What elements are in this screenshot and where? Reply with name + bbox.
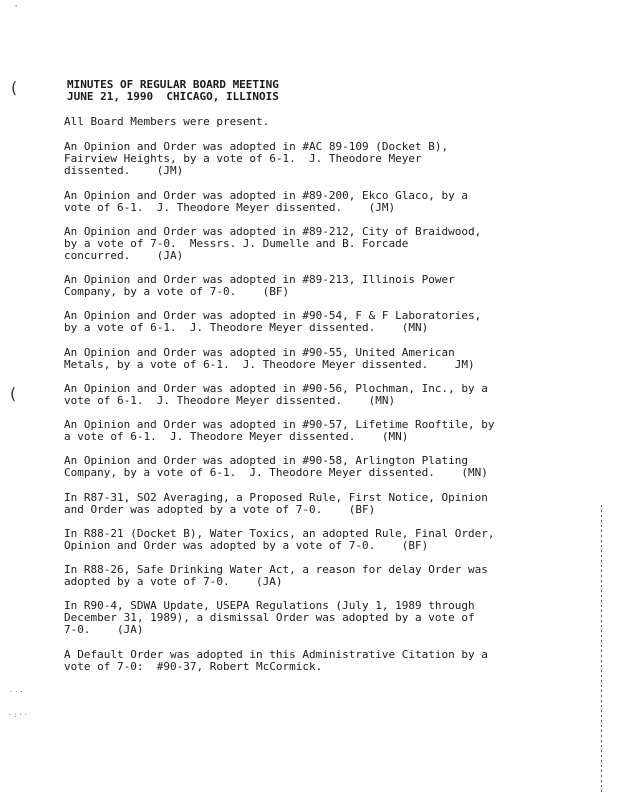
paragraph-line: An Opinion and Order was adopted in #AC 89-109 (Docket B), <box>64 140 449 153</box>
minutes-paragraph <box>64 274 455 298</box>
paragraph-line: vote of 6-1. J. Theodore Meyer dissented. (JM) <box>64 201 396 214</box>
paragraph-line: In R88-26, Safe Drinking Water Act, a reason for delay Order was <box>64 563 488 576</box>
page-edge-line <box>601 505 602 795</box>
paragraph-line: by a vote of 6-1. J. Theodore Meyer dissented. (MN) <box>64 321 429 334</box>
paragraph-line: December 31, 1989), a dismissal Order was adopted by a vote of <box>64 611 475 624</box>
minutes-paragraph <box>64 116 269 128</box>
minutes-paragraph <box>64 492 488 516</box>
paragraph-line: An Opinion and Order was adopted in #89-200, Ekco Glaco, by a <box>64 189 468 202</box>
minutes-paragraph <box>64 226 481 262</box>
minutes-paragraph <box>64 528 494 552</box>
punch-hole-mark: ( <box>8 384 18 403</box>
paragraph-line: An Opinion and Order was adopted in #90-54, F & F Laboratories, <box>64 309 482 322</box>
paragraph-line: All Board Members were present. <box>64 115 270 128</box>
paragraph-line: In R88-21 (Docket B), Water Toxics, an adopted Rule, Final Order, <box>64 527 495 540</box>
paragraph-line: An Opinion and Order was adopted in #90-58, Arlington Plating <box>64 454 468 467</box>
paragraph-line: An Opinion and Order was adopted in #89-212, City of Braidwood, <box>64 225 482 238</box>
paragraph-line: vote of 6-1. J. Theodore Meyer dissented. (MN) <box>64 394 396 407</box>
paragraph-line: A Default Order was adopted in this Administrative Citation by a <box>64 648 488 661</box>
paragraph-line: An Opinion and Order was adopted in #90-55, United American <box>64 346 455 359</box>
paragraph-line: An Opinion and Order was adopted in #90-57, Lifetime Rooftile, by <box>64 418 495 431</box>
minutes-paragraph <box>64 383 488 407</box>
minutes-paragraph <box>64 455 488 479</box>
scan-dots: ··· <box>9 688 25 696</box>
paragraph-line: An Opinion and Order was adopted in #90-56, Plochman, Inc., by a <box>64 382 488 395</box>
paragraph-line: In R87-31, SO2 Averaging, a Proposed Rule, First Notice, Opinion <box>64 491 488 504</box>
scan-dots: ·:·· <box>8 711 29 719</box>
paragraph-line: adopted by a vote of 7-0. (JA) <box>64 575 283 588</box>
paragraph-line: 7-0. (JA) <box>64 623 144 636</box>
paragraph-line: An Opinion and Order was adopted in #89-213, Illinois Power <box>64 273 455 286</box>
paragraph-line: by a vote of 7-0. Messrs. J. Dumelle and B. Forcade <box>64 237 409 250</box>
document-header <box>67 79 279 103</box>
paragraph-line: dissented. (JM) <box>64 164 184 177</box>
minutes-paragraph <box>64 564 488 588</box>
document-title: MINUTES OF REGULAR BOARD MEETING <box>67 78 279 91</box>
punch-hole-mark: ( <box>9 78 19 97</box>
minutes-paragraph <box>64 190 468 214</box>
paragraph-line: a vote of 6-1. J. Theodore Meyer dissented. (MN) <box>64 430 409 443</box>
paragraph-line: Company, by a vote of 6-1. J. Theodore Meyer dissented. (MN) <box>64 466 488 479</box>
minutes-paragraph <box>64 649 488 673</box>
paragraph-line: Fairview Heights, by a vote of 6-1. J. Theodore Meyer <box>64 152 422 165</box>
minutes-paragraph <box>64 141 448 177</box>
minutes-paragraph <box>64 310 481 334</box>
paragraph-line: In R90-4, SDWA Update, USEPA Regulations (July 1, 1989 through <box>64 599 475 612</box>
minutes-paragraph <box>64 419 494 443</box>
paragraph-line: and Order was adopted by a vote of 7-0. (BF) <box>64 503 376 516</box>
minutes-paragraph <box>64 347 475 371</box>
paragraph-line: Company, by a vote of 7-0. (BF) <box>64 285 290 298</box>
paragraph-line: Metals, by a vote of 6-1. J. Theodore Meyer dissented. JM) <box>64 358 475 371</box>
paragraph-line: Opinion and Order was adopted by a vote of 7-0. (BF) <box>64 539 429 552</box>
document-date-location: JUNE 21, 1990 CHICAGO, ILLINOIS <box>67 90 279 103</box>
minutes-paragraph <box>64 600 475 636</box>
paragraph-line: vote of 7-0: #90-37, Robert McCormick. <box>64 660 323 673</box>
scan-speck: ' <box>14 4 19 12</box>
paragraph-line: concurred. (JA) <box>64 249 184 262</box>
